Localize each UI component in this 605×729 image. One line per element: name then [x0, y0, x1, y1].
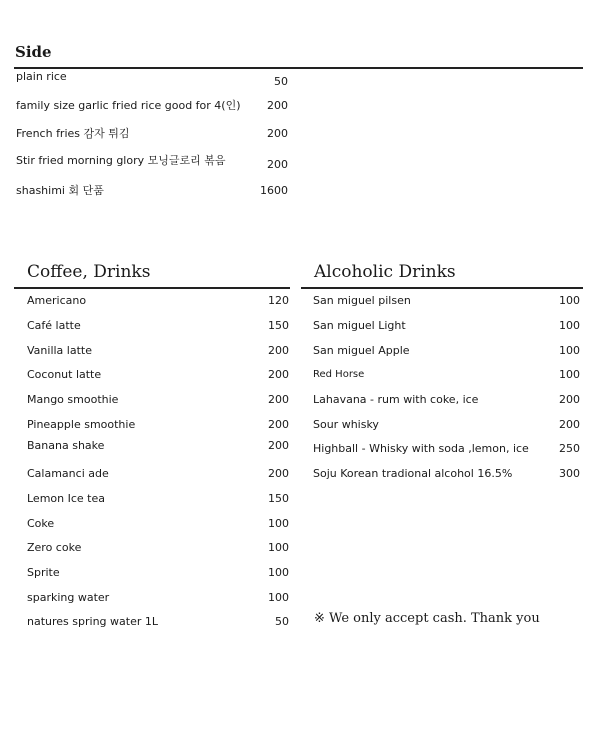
menu-item	[313, 343, 580, 359]
menu-item	[27, 540, 289, 556]
menu-item-price: 200	[268, 439, 289, 452]
menu-item	[27, 565, 289, 581]
menu-item	[27, 590, 289, 606]
coffee-section-title: Coffee, Drinks	[27, 262, 151, 282]
menu-item-name: shashimi 회 단품	[16, 184, 104, 197]
menu-item	[27, 438, 289, 454]
menu-item	[16, 98, 288, 114]
menu-item-name: Soju Korean tradional alcohol 16.5%	[313, 467, 513, 480]
menu-item	[16, 126, 288, 142]
menu-item-name: Coconut latte	[27, 368, 102, 381]
menu-item-name: sparking water	[27, 591, 110, 604]
menu-item-price: 50	[274, 75, 288, 88]
menu-item-price: 300	[559, 467, 580, 480]
menu-item	[313, 293, 580, 309]
menu-item-price: 200	[268, 368, 289, 381]
menu-item-name: San miguel Light	[313, 319, 406, 332]
menu-item-price: 100	[268, 517, 289, 530]
menu-item-price: 100	[268, 591, 289, 604]
menu-item-price: 200	[559, 393, 580, 406]
menu-item-price: 200	[268, 467, 289, 480]
cash-only-note: ※ We only accept cash. Thank you	[314, 611, 540, 626]
menu-item	[313, 466, 580, 482]
menu-item-name: Sprite	[27, 566, 60, 579]
menu-item-name: Highball - Whisky with soda ,lemon, ice	[313, 442, 529, 455]
menu-item	[16, 183, 288, 199]
menu-item-name: Americano	[27, 294, 87, 307]
menu-item-name: Banana shake	[27, 439, 105, 452]
menu-item-price: 100	[268, 541, 289, 554]
menu-item-name: Calamanci ade	[27, 467, 109, 480]
menu-item	[27, 614, 289, 630]
menu-item	[16, 153, 288, 169]
menu-item-name: Lahavana - rum with coke, ice	[313, 393, 479, 406]
menu-item-price: 100	[559, 368, 580, 381]
menu-item-name: Mango smoothie	[27, 393, 119, 406]
menu-item	[27, 318, 289, 334]
menu-item-price: 50	[275, 615, 289, 628]
menu-item	[27, 491, 289, 507]
menu-item	[313, 318, 580, 334]
menu-item	[27, 367, 289, 383]
menu-item-name: Red Horse	[313, 369, 365, 380]
menu-item-name: Coke	[27, 517, 55, 530]
menu-item-price: 120	[268, 294, 289, 307]
menu-item-name: Stir fried morning glory 모닝글로리 볶음	[16, 154, 226, 167]
menu-item	[27, 466, 289, 482]
side-section-title: Side	[15, 43, 52, 61]
menu-item-price: 200	[559, 418, 580, 431]
menu-item-price: 100	[268, 566, 289, 579]
menu-item	[313, 441, 580, 457]
menu-item-price: 1600	[260, 184, 288, 197]
menu-item-name: Lemon Ice tea	[27, 492, 105, 505]
menu-item-name: family size garlic fried rice good for 4(인)	[16, 99, 241, 112]
menu-item-name: Café latte	[27, 319, 81, 332]
alcohol-divider	[301, 287, 583, 289]
menu-item-name: plain rice	[16, 70, 67, 83]
menu-item-name: natures spring water 1L	[27, 615, 158, 628]
menu-item-price: 200	[268, 418, 289, 431]
menu-item-price: 250	[559, 442, 580, 455]
menu-item	[27, 293, 289, 309]
coffee-divider	[14, 287, 290, 289]
menu-item-name: Vanilla latte	[27, 344, 92, 357]
menu-item-price: 200	[268, 344, 289, 357]
menu-item-price: 200	[267, 158, 288, 171]
menu-item-price: 150	[268, 319, 289, 332]
menu-item-name: Pineapple smoothie	[27, 418, 136, 431]
menu-item-price: 150	[268, 492, 289, 505]
menu-item-name: San miguel Apple	[313, 344, 410, 357]
menu-item-price: 200	[267, 127, 288, 140]
menu-item	[313, 417, 580, 433]
menu-item	[27, 392, 289, 408]
menu-item-price: 200	[268, 393, 289, 406]
menu-item	[16, 69, 288, 88]
alcohol-section-title: Alcoholic Drinks	[314, 262, 456, 282]
menu-item	[313, 392, 580, 408]
menu-item	[27, 343, 289, 359]
menu-item	[313, 367, 580, 383]
menu-item-price: 100	[559, 294, 580, 307]
menu-item-price: 100	[559, 344, 580, 357]
menu-item	[27, 417, 289, 433]
menu-item-name: San miguel pilsen	[313, 294, 411, 307]
menu-item-name: Sour whisky	[313, 418, 379, 431]
menu-item-name: French fries 감자 튀김	[16, 127, 130, 140]
menu-item-price: 200	[267, 99, 288, 112]
menu-item-name: Zero coke	[27, 541, 82, 554]
menu-item	[27, 516, 289, 532]
menu-item-price: 100	[559, 319, 580, 332]
